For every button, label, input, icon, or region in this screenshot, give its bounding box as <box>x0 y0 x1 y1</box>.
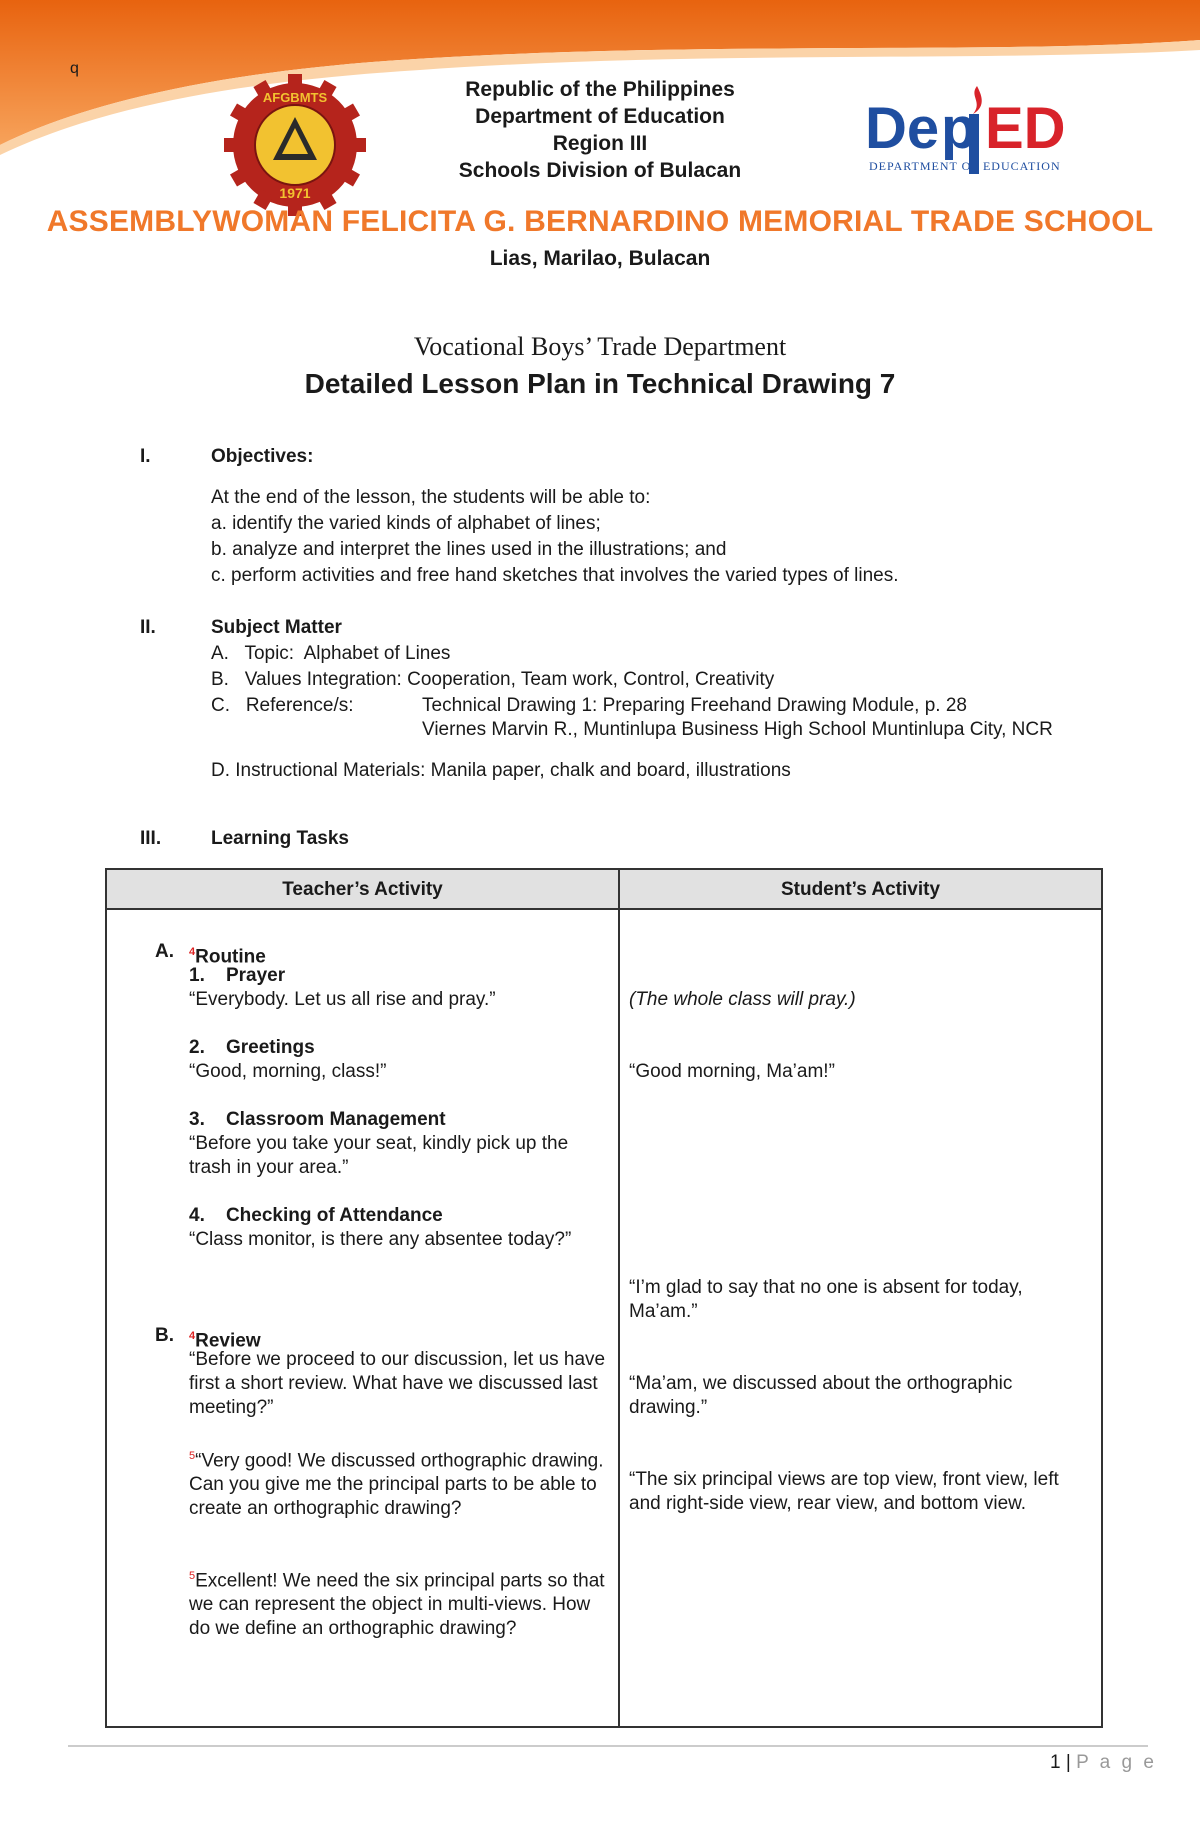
page-number: 1 <box>1050 1752 1061 1773</box>
svg-text:De: De <box>865 96 940 161</box>
page-separator: | <box>1065 1752 1071 1773</box>
objective-item-c: c. perform activities and free hand sketches that involves the varied types of lines. <box>211 565 899 586</box>
review-title: Review <box>195 1330 261 1352</box>
section-number-subject: II. <box>140 617 156 638</box>
seal-text-year: 1971 <box>279 185 311 201</box>
government-lines <box>380 76 820 184</box>
step-prayer-text: “Everybody. Let us all rise and pray.” <box>189 989 496 1010</box>
routine-letter: A. <box>155 941 174 962</box>
page-footer <box>1050 1752 1157 1774</box>
column-header-student: Student’s Activity <box>780 879 941 900</box>
routine-title: Routine <box>195 946 266 968</box>
table-header-row <box>107 870 1101 910</box>
svg-text:p: p <box>941 96 977 161</box>
review-followup-1-text: “Very good! We discussed orthographic drawing. Can you give me the principal parts to be able to create an orthographic drawing? <box>189 1450 604 1520</box>
review-letter: B. <box>155 1325 174 1346</box>
subject-reference-2: Viernes Marvin R., Muntinlupa Business High School Muntinlupa City, NCR <box>422 719 1053 740</box>
objectives-block <box>211 485 1111 589</box>
step-attendance-text: “Class monitor, is there any absentee today?” <box>189 1229 572 1250</box>
review-followup-2-text: Excellent! We need the six principal parts so that we can represent the object in multi-views. How do we define an orthographic drawing? <box>189 1570 605 1640</box>
section-number-objectives: I. <box>140 446 151 467</box>
column-divider <box>618 870 620 1726</box>
objectives-intro: At the end of the lesson, the students will be able to: <box>211 487 651 508</box>
page-label: P a g e <box>1076 1752 1157 1773</box>
subject-topic: A. Topic: Alphabet of Lines <box>211 643 451 664</box>
svg-text:ED: ED <box>985 96 1066 161</box>
gov-line-republic: Republic of the Philippines <box>465 78 735 101</box>
review-followup-2 <box>189 1564 609 1641</box>
subject-reference-1: Technical Drawing 1: Preparing Freehand Drawing Module, p. 28 <box>422 695 967 716</box>
column-header-teacher: Teacher’s Activity <box>282 879 443 900</box>
review-followup-2-mark: 5 <box>189 1570 196 1582</box>
gov-line-deped: Department of Education <box>475 105 725 128</box>
school-name: ASSEMBLYWOMAN FELICITA G. BERNARDINO MEMORIAL TRADE SCHOOL <box>46 205 1154 238</box>
section-title-objectives: Objectives: <box>211 446 314 467</box>
lesson-plan-title: Detailed Lesson Plan in Technical Drawing 7 <box>304 368 896 399</box>
student-response-attendance: “I’m glad to say that no one is absent for today, Ma’am.” <box>629 1277 1023 1322</box>
student-response-views: “The six principal views are top view, front view, left and right-side view, rear view, and bottom view. <box>629 1469 1059 1514</box>
seal-text-top: AFGBMTS <box>262 90 328 105</box>
objective-item-a: a. identify the varied kinds of alphabet of lines; <box>211 513 601 534</box>
section-number-learning: III. <box>140 828 162 849</box>
student-response-prayer: (The whole class will pray.) <box>629 989 856 1010</box>
school-address: Lias, Marilao, Bulacan <box>489 247 711 270</box>
step-greetings-title: 2. Greetings <box>189 1037 315 1058</box>
section-title-learning: Learning Tasks <box>211 828 349 849</box>
step-greetings-text: “Good, morning, class!” <box>189 1061 387 1082</box>
section-title-subject: Subject Matter <box>211 617 342 638</box>
subject-materials: D. Instructional Materials: Manila paper, chalk and board, illustrations <box>211 760 791 781</box>
subject-values: B. Values Integration: Cooperation, Team work, Control, Creativity <box>211 669 775 690</box>
student-response-review: “Ma’am, we discussed about the orthographic drawing.” <box>629 1373 1013 1418</box>
learning-tasks-table <box>105 868 1103 1728</box>
objective-item-b: b. analyze and interpret the lines used in the illustrations; and <box>211 539 727 560</box>
footer-rule <box>68 1745 1148 1747</box>
step-attendance-title: 4. Checking of Attendance <box>189 1205 443 1226</box>
step-prayer-title: 1. Prayer <box>189 965 286 986</box>
review-followup-1-mark: 5 <box>189 1450 196 1462</box>
review-followup-1 <box>189 1444 609 1521</box>
stray-character: q <box>70 60 79 77</box>
gov-line-region: Region III <box>552 132 648 155</box>
department-heading: Vocational Boys’ Trade Department <box>413 332 787 361</box>
school-seal-icon <box>222 72 368 218</box>
routine-mark: 4 <box>189 946 196 958</box>
review-text: “Before we proceed to our discussion, let us have first a short review. What have we discussed last meeting?” <box>189 1349 606 1418</box>
subject-reference-label: C. Reference/s: <box>211 695 354 716</box>
step-classroom-text: “Before you take your seat, kindly pick up the trash in your area.” <box>189 1133 569 1178</box>
review-mark: 4 <box>189 1330 196 1342</box>
student-response-greetings: “Good morning, Ma’am!” <box>629 1061 835 1082</box>
deped-tagline: DEPARTMENT OF EDUCATION <box>869 159 1061 173</box>
step-classroom-title: 3. Classroom Management <box>189 1109 446 1130</box>
gov-line-division: Schools Division of Bulacan <box>458 159 742 182</box>
deped-logo-icon <box>865 78 1085 182</box>
